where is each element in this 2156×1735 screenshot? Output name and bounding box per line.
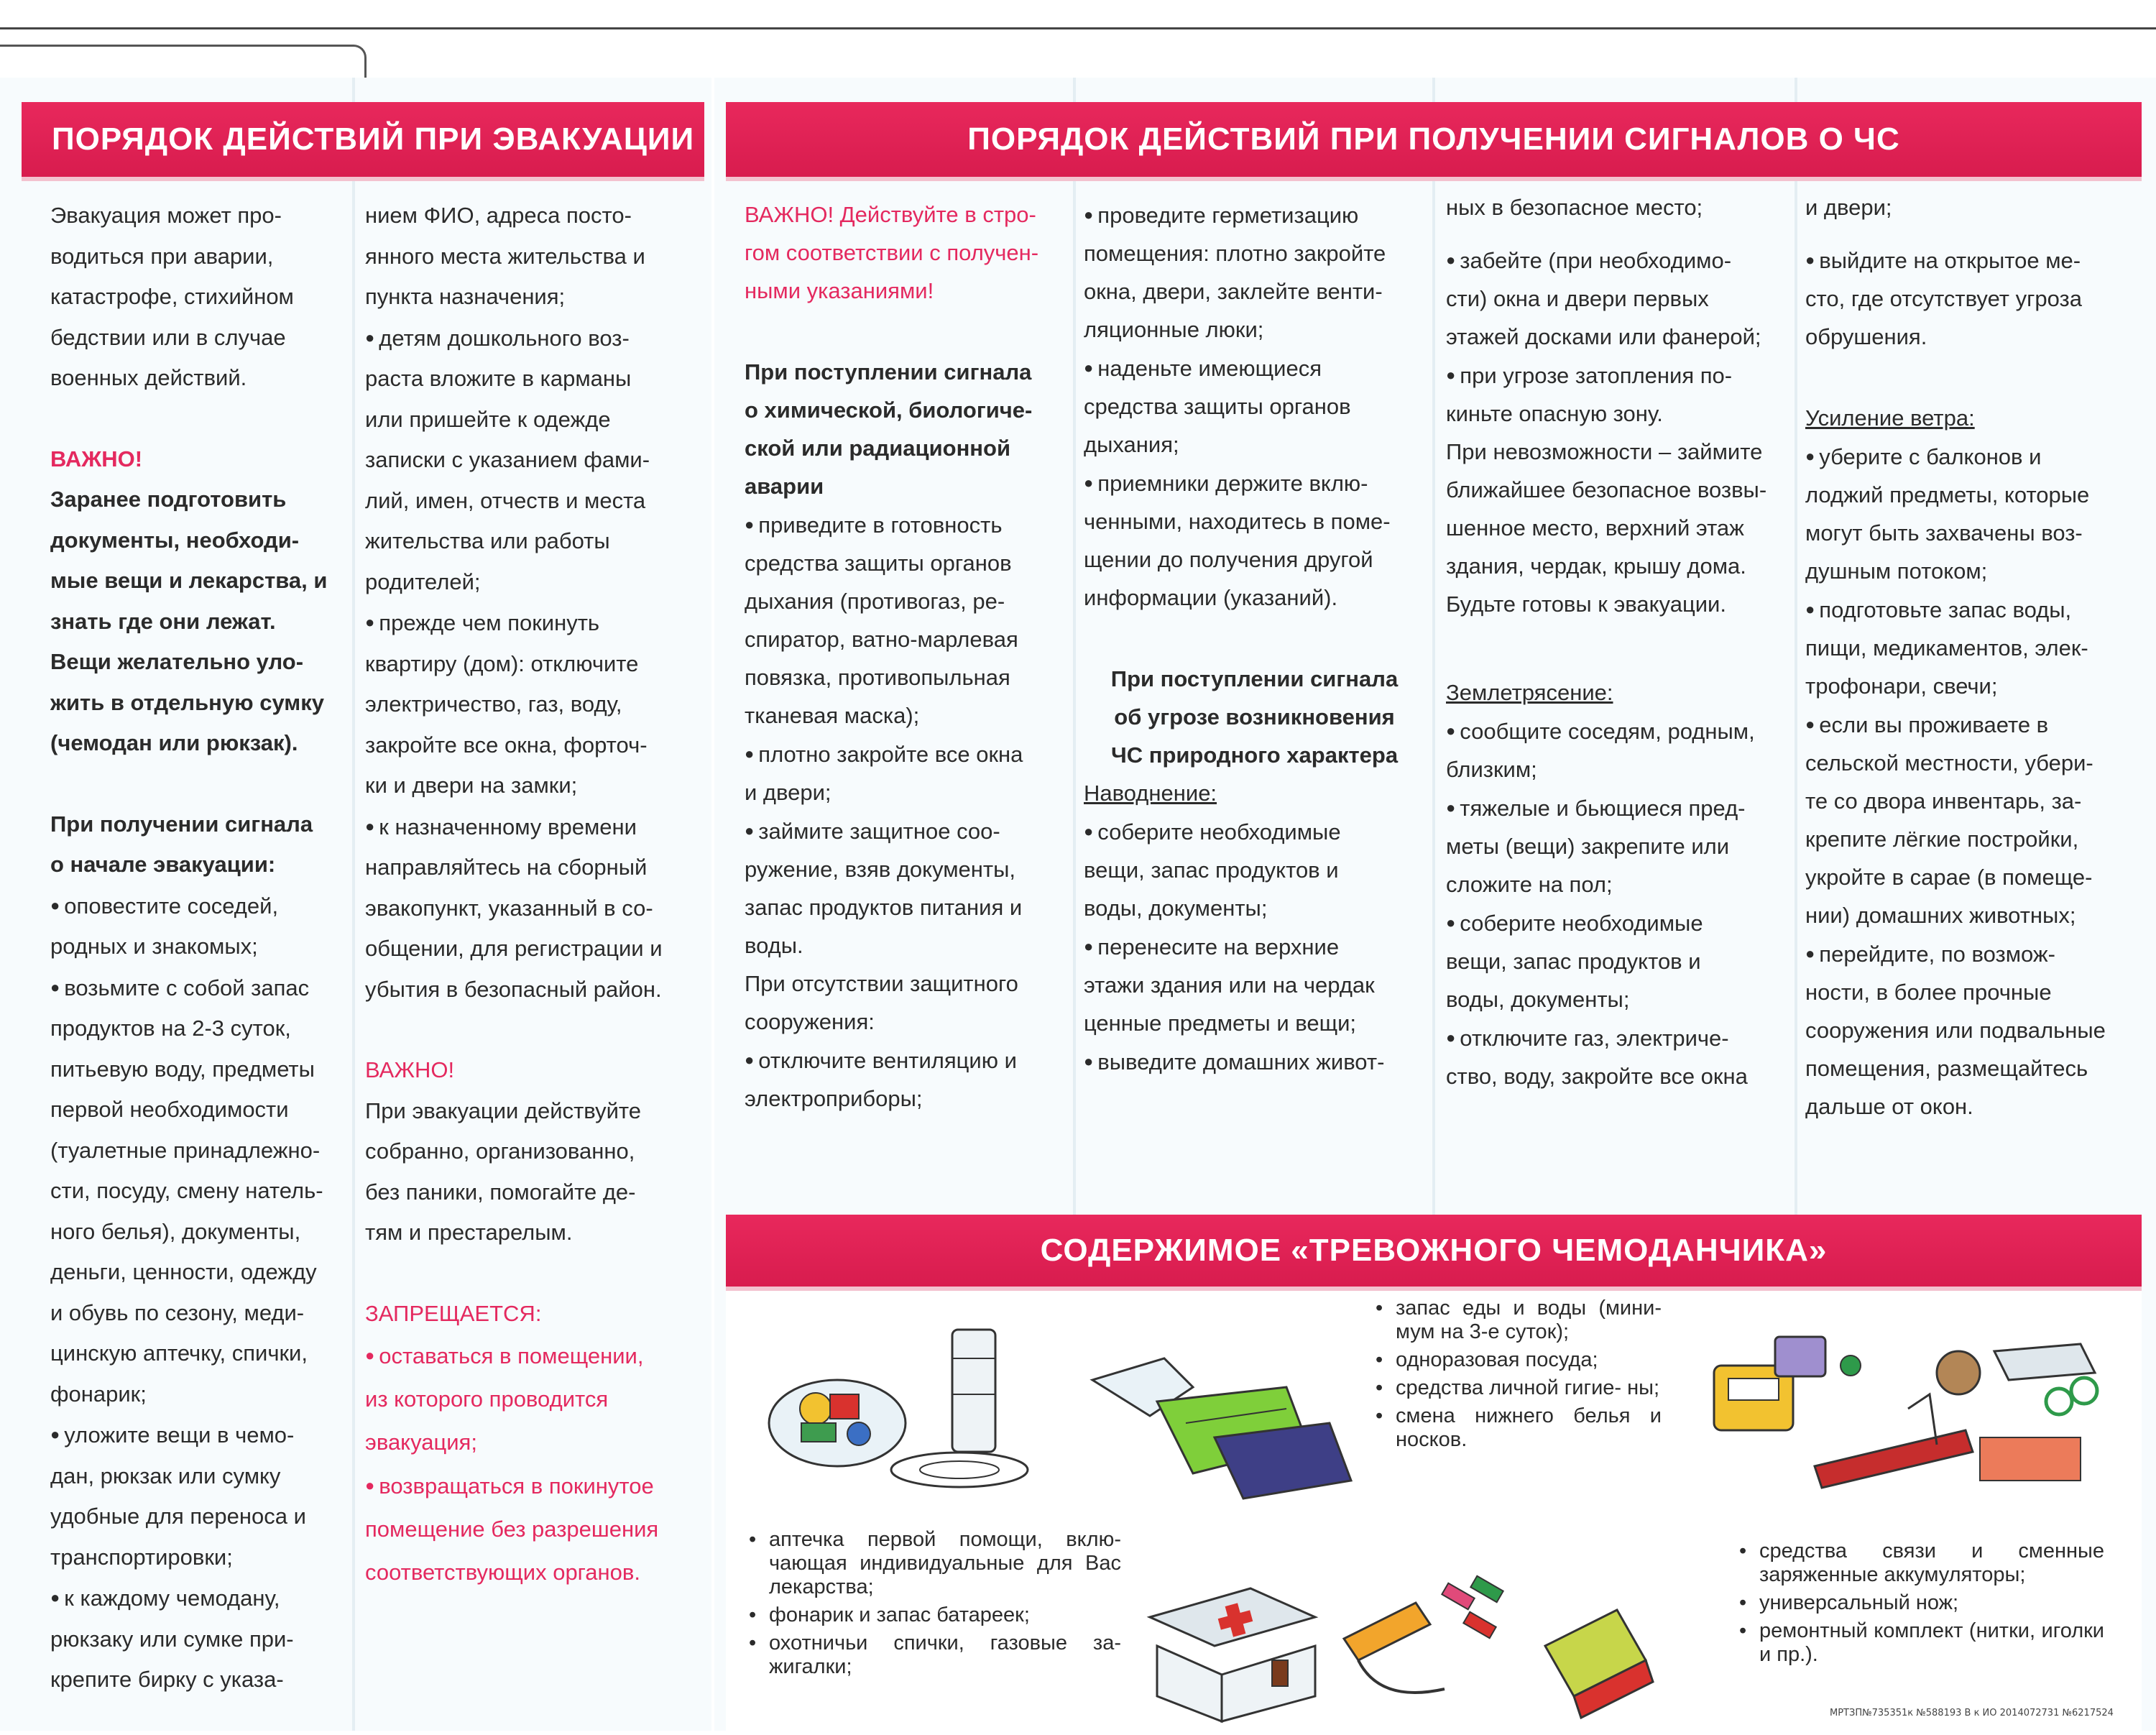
kit-list-tools bbox=[1738, 1540, 2104, 1671]
signals-title: ПОРЯДОК ДЕЙСТВИЙ ПРИ ПОЛУЧЕНИИ СИГНАЛОВ О ЧС bbox=[726, 102, 2142, 177]
continuation-text: нием ФИО, адреса посто- янного места жительства и пункта назначения; bbox=[365, 203, 645, 309]
impossible-text: При невозможности – займите ближайшее безопасное возвы- шенное место, верхний этаж здания, чердак, крышу дома. Будьте готовы к эвакуации. bbox=[1446, 439, 1767, 617]
list-item: ● приемники держите вклю- ченными, находитесь в поме- щении до получения другой информации (указаний). bbox=[1084, 464, 1425, 617]
list-item: ● проведите герметизацию помещения: плотно закройте окна, двери, заклейте венти- ляционные люки; bbox=[1084, 195, 1425, 349]
list-item: ● уберите с балконов и лоджий предметы, которые могут быть захвачены воз- душным потоком; bbox=[1805, 437, 2143, 590]
list-item: ● оповестите соседей, родных и знакомых; bbox=[50, 885, 359, 967]
forbidden-item: ● оставаться в помещении, из которого проводится эвакуация; bbox=[365, 1334, 692, 1464]
list-item: • смена нижнего белья и носков. bbox=[1374, 1404, 1662, 1452]
first-aid-illustration bbox=[1143, 1560, 1703, 1725]
kit-list-medical bbox=[747, 1528, 1121, 1683]
list-item: ● к назначенному времени направляйтесь на сборный эвакопункт, указанный в со- общении, для регистрации и убытия в безопасный район. bbox=[365, 806, 692, 1011]
list-item: • охотничьи спички, газовые за- жигалки; bbox=[747, 1632, 1121, 1679]
list-item: ● соберите необходимые вещи, запас продуктов и воды, документы; bbox=[1084, 812, 1425, 927]
wind-label: Усиление ветра: bbox=[1805, 405, 1975, 431]
list-item: • запас еды и воды (мини- мум на 3-е суток); bbox=[1374, 1297, 1662, 1344]
nature-heading: При поступлении сигнала об угрозе возникновения ЧС природного характера bbox=[1110, 666, 1399, 768]
list-item: ● возьмите с собой запас продуктов на 2-3 суток, питьевую воду, предметы первой необходимости (туалетные принадлежно- сти, посуду, смену натель- ного белья), документы, деньги, ценности, одежду и обувь по сезону, меди- цинскую аптечку, спички, фонарик; bbox=[50, 967, 359, 1415]
list-item: • одноразовая посуда; bbox=[1374, 1348, 1662, 1372]
list-item: ● перейдите, по возмож- ности, в более прочные сооружения или подвальные помещения, размещайтесь дальше от окон. bbox=[1805, 934, 2143, 1126]
evacuation-title: ПОРЯДОК ДЕЙСТВИЙ ПРИ ЭВАКУАЦИИ bbox=[22, 102, 704, 177]
list-item: • средства связи и сменные заряженные аккумуляторы; bbox=[1738, 1540, 2104, 1587]
list-item: ● выведите домашних живот- bbox=[1084, 1042, 1425, 1081]
list-item: ● забейте (при необходимо- сти) окна и двери первых этажей досками или фанерой; bbox=[1446, 241, 1798, 356]
list-item: ● уложите вещи в чемо- дан, рюкзак или сумку удобные для переноса и транспортировки; bbox=[50, 1414, 359, 1578]
evacuation-column-2 bbox=[365, 195, 692, 1594]
list-item: ● плотно закройте все окна и двери; bbox=[745, 735, 1075, 811]
list-item: ● приведите в готовность средства защиты органов дыхания (противогаз, ре- спиратор, ватно-марлевая повязка, противопыльная тканевая маска); bbox=[745, 505, 1075, 735]
signals-column-3 bbox=[1446, 188, 1798, 1095]
forbidden-item: ● возвращаться в покинутое помещение без разрешения соответствующих органов. bbox=[365, 1464, 692, 1594]
food-supplies-illustration bbox=[758, 1315, 1060, 1502]
earthquake-label: Землетрясение: bbox=[1446, 680, 1613, 705]
list-item: • универсальный нож; bbox=[1738, 1591, 2104, 1615]
list-item: ● прежде чем покинуть квартиру (дом): отключите электричество, газ, воду, закройте все окна, форточ- ки и двери на замки; bbox=[365, 602, 692, 806]
important-note: ВАЖНО! Действуйте в стро- гом соответствии с получен- ными указаниями! bbox=[745, 202, 1039, 303]
list-item: • средства личной гигие- ны; bbox=[1374, 1376, 1662, 1400]
intro-text: Эвакуация может про- водиться при аварии, катастрофе, стихийном бедствии или в случае военных действий. bbox=[50, 203, 294, 390]
important-text: При эвакуации действуйте собранно, организованно, без паники, помогайте де- тям и престарелым. bbox=[365, 1097, 641, 1245]
forbidden-label: ЗАПРЕЩАЕТСЯ: bbox=[365, 1300, 542, 1326]
list-item: ● перенесите на верхние этажи здания или на чердак ценные предметы и вещи; bbox=[1084, 927, 1425, 1042]
kit-title: СОДЕРЖИМОЕ «ТРЕВОЖНОГО ЧЕМОДАНЧИКА» bbox=[726, 1215, 2142, 1287]
signal-heading: При получении сигнала о начале эвакуации: bbox=[50, 811, 313, 877]
list-item: • фонарик и запас батареек; bbox=[747, 1603, 1121, 1627]
clothes-illustration bbox=[1071, 1337, 1373, 1509]
continuation-text: ных в безопасное место; bbox=[1446, 195, 1703, 220]
list-item: ● если вы проживаете в сельской местности, убери- те со двора инвентарь, за- крепите лёгкие постройки, укройте в сарае (в помеще- нии) домашних животных; bbox=[1805, 705, 2143, 934]
continuation-text: и двери; bbox=[1805, 195, 1892, 220]
list-item: ● наденьте имеющиеся средства защиты органов дыхания; bbox=[1084, 349, 1425, 464]
signals-column-4 bbox=[1805, 188, 2143, 1126]
list-item: ● сообщите соседям, родным, близким; bbox=[1446, 712, 1798, 788]
chemical-heading: При поступлении сигнала о химической, биологиче- ской или радиационной аварии bbox=[745, 359, 1033, 499]
list-item: • аптечка первой помощи, вклю- чающая индивидуальные для Вас лекарства; bbox=[747, 1528, 1121, 1599]
list-item: ● займите защитное соо- ружение, взяв документы, запас продуктов питания и воды. bbox=[745, 811, 1075, 965]
list-item: • ремонтный комплект (нитки, иголки и пр.). bbox=[1738, 1619, 2104, 1667]
tools-illustration bbox=[1692, 1322, 2124, 1531]
signals-column-2 bbox=[1084, 195, 1425, 1081]
list-item: ● соберите необходимые вещи, запас продуктов и воды, документы; bbox=[1446, 903, 1798, 1018]
list-item: ● подготовьте запас воды, пищи, медикаментов, элек- трофонари, свечи; bbox=[1805, 590, 2143, 705]
flood-label: Наводнение: bbox=[1084, 781, 1217, 806]
list-item: ● выйдите на открытое ме- сто, где отсутствует угроза обрушения. bbox=[1805, 241, 2143, 356]
list-item: ● к каждому чемодану, рюкзаку или сумке при- крепите бирку с указа- bbox=[50, 1578, 359, 1701]
list-item: ● отключите газ, электриче- ство, воду, закройте все окна bbox=[1446, 1018, 1798, 1095]
kit-list-food bbox=[1374, 1297, 1662, 1456]
important-text: Заранее подготовить документы, необходи- мые вещи и лекарства, и знать где они лежат. Вещи желательно уло- жить в отдельную сумку (чемодан или рюкзак). bbox=[50, 487, 328, 755]
top-edge-line bbox=[0, 27, 2156, 29]
signals-column-1 bbox=[745, 195, 1075, 1118]
no-shelter-text: При отсутствии защитного сооружения: bbox=[745, 971, 1018, 1034]
list-item: ● при угрозе затопления по- киньте опасную зону. bbox=[1446, 356, 1798, 433]
important-label: ВАЖНО! bbox=[365, 1057, 455, 1082]
important-label: ВАЖНО! bbox=[50, 446, 143, 471]
list-item: ● детям дошкольного воз- раста вложите в карманы или пришейте к одежде записки с указанием фами- лий, имен, отчеств и места жительства или работы родителей; bbox=[365, 318, 692, 603]
list-item: ● тяжелые и бьющиеся пред- меты (вещи) закрепите или сложите на пол; bbox=[1446, 788, 1798, 903]
list-item: ● отключите вентиляцию и электроприборы; bbox=[745, 1041, 1075, 1118]
print-code: МРТЗП№735351к №588193 В к ИО 2014072731 №6217524 bbox=[1830, 1708, 2114, 1718]
evacuation-column-1 bbox=[50, 195, 359, 1701]
